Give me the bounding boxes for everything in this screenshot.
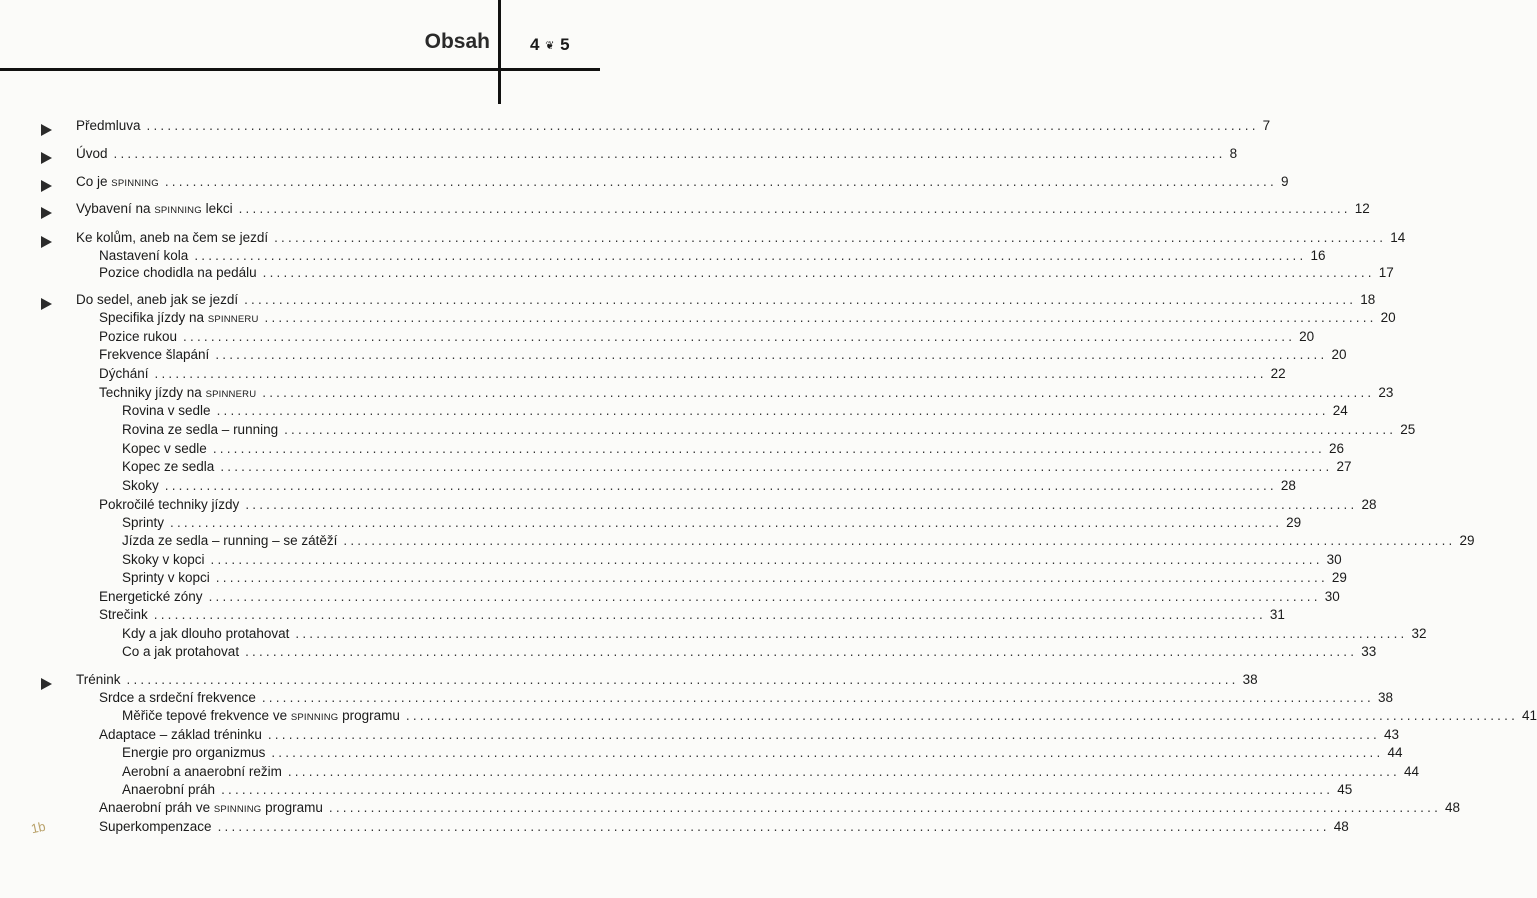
- toc-leader-dots: ................................................................................................................................................................: [183, 329, 1296, 344]
- toc-entry-title: Superkompenzace: [99, 819, 212, 834]
- toc-entry-title: Skoky v kopci: [122, 552, 205, 567]
- toc-entry-title: Sprinty: [122, 515, 165, 530]
- toc-entry-title: Ke kolům, aneb na čem se jezdí: [76, 230, 269, 245]
- toc-page-number: 41: [1522, 708, 1537, 723]
- toc-sub-entry: [122, 401, 1348, 421]
- toc-chapter-entry: [76, 290, 1376, 310]
- toc-entry-title: Měřiče tepové frekvence ve SPINNING programu: [122, 708, 400, 723]
- toc-page-number: 48: [1333, 819, 1349, 834]
- toc-sub-entry: [99, 345, 1347, 365]
- toc-leader-dots: ................................................................................................................................................................: [245, 644, 1358, 659]
- toc-chapter-entry: [76, 116, 1271, 136]
- toc-leader-dots: ................................................................................................................................................................: [264, 310, 1377, 325]
- toc-entry-title: Adaptace – základ tréninku: [99, 727, 262, 742]
- toc-leader-dots: ................................................................................................................................................................: [146, 118, 1259, 133]
- toc-sub-entry: [99, 725, 1400, 745]
- chapter-bullet-icon: [41, 207, 52, 219]
- toc-leader-dots: ................................................................................................................................................................: [170, 515, 1283, 530]
- toc-leader-dots: ................................................................................................................................................................: [274, 230, 1387, 245]
- toc-leader-dots: ................................................................................................................................................................: [328, 800, 1442, 815]
- chapter-bullet-icon: [41, 124, 52, 136]
- toc-entry-title: Techniky jízdy na SPINNERU: [99, 385, 257, 400]
- toc-page-number: 9: [1280, 174, 1289, 189]
- toc-leader-dots: ................................................................................................................................................................: [295, 626, 1408, 641]
- toc-sub-entry: [99, 688, 1393, 708]
- toc-sub-entry: [99, 308, 1396, 328]
- toc-leader-dots: ................................................................................................................................................................: [113, 146, 1226, 161]
- toc-page-number: 30: [1326, 552, 1342, 567]
- header-rule: [0, 68, 600, 71]
- toc-entry-title: Kdy a jak dlouho protahovat: [122, 626, 290, 641]
- toc-entry-title: Sprinty v kopci: [122, 570, 210, 585]
- toc-leader-dots: ................................................................................................................................................................: [287, 764, 1400, 779]
- page-number-right: 5: [560, 35, 570, 54]
- toc-sub-entry: [122, 624, 1427, 644]
- toc-sub-entry: [122, 743, 1403, 763]
- toc-leader-dots: ................................................................................................................................................................: [215, 347, 1328, 362]
- toc-leader-dots: ................................................................................................................................................................: [164, 174, 1277, 189]
- toc-page-number: 48: [1445, 800, 1461, 815]
- toc-page-number: 33: [1361, 644, 1377, 659]
- toc-sub-entry: [99, 587, 1340, 607]
- toc-leader-dots: ................................................................................................................................................................: [262, 385, 1375, 400]
- toc-entry-title: Aerobní a anaerobní režim: [122, 764, 282, 779]
- toc-leader-dots: ................................................................................................................................................................: [208, 589, 1321, 604]
- toc-page-number: 43: [1383, 727, 1400, 742]
- toc-entry-title: Jízda ze sedla – running – se zátěží: [122, 533, 338, 548]
- toc-sub-entry: [99, 605, 1285, 625]
- toc-entry-title: Dýchání: [99, 366, 149, 381]
- toc-leader-dots: ................................................................................................................................................................: [262, 265, 1375, 280]
- toc-entry-title: Energie pro organizmus: [122, 745, 266, 760]
- toc-entry-title: Pozice chodidla na pedálu: [99, 265, 257, 280]
- toc-sub-entry: [99, 495, 1377, 515]
- toc-page-number: 14: [1390, 230, 1406, 245]
- toc-entry-title: Skoky: [122, 478, 159, 493]
- toc-sub-entry: [122, 457, 1352, 477]
- page-title: Obsah: [424, 30, 490, 53]
- toc-sub-entry: [122, 531, 1475, 551]
- toc-entry-title: Frekvence šlapání: [99, 347, 210, 362]
- toc-leader-dots: ................................................................................................................................................................: [217, 819, 1330, 834]
- header-divider: [498, 0, 501, 104]
- toc-page-number: 28: [1280, 478, 1296, 493]
- toc-entry-title: Nastavení kola: [99, 248, 189, 263]
- toc-entry-title: Předmluva: [76, 118, 141, 133]
- toc-entry-title: Anaerobní práh ve SPINNING programu: [99, 800, 323, 815]
- toc-leader-dots: ................................................................................................................................................................: [405, 708, 1519, 723]
- chapter-bullet-icon: [41, 298, 52, 310]
- toc-leader-dots: ................................................................................................................................................................: [154, 366, 1267, 381]
- toc-sub-entry: [122, 642, 1377, 662]
- toc-page-number: 12: [1354, 201, 1370, 216]
- toc-entry-title: Do sedel, aneb jak se jezdí: [76, 292, 239, 307]
- toc-page-number: 7: [1262, 118, 1271, 133]
- toc-chapter-entry: [76, 144, 1238, 164]
- toc-entry-title: Pokročilé techniky jízdy: [99, 497, 240, 512]
- toc-sub-entry: [99, 263, 1394, 283]
- toc-page-number: 27: [1336, 459, 1352, 474]
- toc-sub-entry: [122, 568, 1347, 588]
- toc-page-number: 23: [1378, 385, 1394, 400]
- toc-sub-entry: [99, 364, 1286, 384]
- toc-entry-title: Rovina ze sedla – running: [122, 422, 279, 437]
- toc-leader-dots: ................................................................................................................................................................: [244, 292, 1357, 307]
- toc-page-number: 8: [1229, 146, 1238, 161]
- toc-chapter-entry: [76, 670, 1258, 690]
- toc-sub-entry: [122, 439, 1344, 459]
- toc-leader-dots: ................................................................................................................................................................: [343, 533, 1456, 548]
- toc-entry-title: Pozice rukou: [99, 329, 178, 344]
- chapter-bullet-icon: [41, 152, 52, 164]
- toc-leader-dots: ................................................................................................................................................................: [210, 552, 1323, 567]
- toc-sub-entry: [122, 476, 1296, 496]
- toc-entry-title: Vybavení na SPINNING lekci: [76, 201, 233, 216]
- toc-sub-entry: [122, 762, 1420, 782]
- toc-leader-dots: ................................................................................................................................................................: [220, 459, 1333, 474]
- toc-sub-entry: [122, 420, 1416, 440]
- toc-page-number: 45: [1337, 782, 1353, 797]
- toc-leader-dots: ................................................................................................................................................................: [126, 672, 1239, 687]
- toc-sub-entry: [99, 817, 1349, 837]
- toc-entry-title: Kopec v sedle: [122, 441, 207, 456]
- toc-sub-entry: [122, 550, 1342, 570]
- toc-page-number: 28: [1361, 497, 1377, 512]
- toc-entry-title: Kopec ze sedla: [122, 459, 215, 474]
- toc-page-number: 44: [1387, 745, 1403, 760]
- chapter-bullet-icon: [41, 180, 52, 192]
- page-numbers: [530, 35, 570, 55]
- chapter-bullet-icon: [41, 678, 52, 690]
- toc-entry-title: Srdce a srdeční frekvence: [99, 690, 256, 705]
- toc-page-number: 20: [1380, 310, 1396, 325]
- toc-leader-dots: ................................................................................................................................................................: [267, 727, 1380, 742]
- toc-sub-entry: [122, 513, 1302, 533]
- toc-leader-dots: ................................................................................................................................................................: [164, 478, 1277, 493]
- toc-page-number: 20: [1299, 329, 1315, 344]
- toc-chapter-entry: [76, 199, 1370, 219]
- toc-entry-title: Anaerobní práh: [122, 782, 216, 797]
- toc-leader-dots: ................................................................................................................................................................: [245, 497, 1358, 512]
- toc-leader-dots: ................................................................................................................................................................: [284, 422, 1397, 437]
- toc-entry-title: Co a jak protahovat: [122, 644, 240, 659]
- toc-sub-entry: [122, 780, 1353, 800]
- toc-page-number: 30: [1324, 589, 1340, 604]
- toc-leader-dots: ................................................................................................................................................................: [215, 570, 1328, 585]
- toc-sub-entry: [122, 706, 1537, 726]
- toc-page-number: 17: [1378, 265, 1394, 280]
- chapter-bullet-icon: [41, 236, 52, 248]
- toc-page-number: 29: [1331, 570, 1347, 585]
- toc-entry-title: Úvod: [76, 146, 108, 161]
- toc-page-number: 18: [1360, 292, 1376, 307]
- toc-page-number: 29: [1459, 533, 1475, 548]
- ornament-icon: ❦: [545, 40, 555, 52]
- toc-leader-dots: ................................................................................................................................................................: [212, 441, 1325, 456]
- toc-page-number: 22: [1270, 366, 1286, 381]
- toc-leader-dots: ................................................................................................................................................................: [216, 403, 1329, 418]
- toc-entry-title: Strečink: [99, 607, 148, 622]
- toc-page-number: 24: [1332, 403, 1348, 418]
- toc-page-number: 25: [1400, 422, 1416, 437]
- toc-leader-dots: ................................................................................................................................................................: [194, 248, 1307, 263]
- toc-sub-entry: [99, 798, 1461, 818]
- toc-page-number: 38: [1377, 690, 1393, 705]
- toc-page-number: 32: [1411, 626, 1427, 641]
- toc-sub-entry: [99, 383, 1394, 403]
- toc-page-number: 44: [1403, 764, 1420, 779]
- toc-entry-title: Specifika jízdy na SPINNERU: [99, 310, 259, 325]
- toc-page-number: 26: [1328, 441, 1344, 456]
- toc-page-number: 31: [1269, 607, 1285, 622]
- toc-sub-entry: [99, 327, 1315, 347]
- toc-entry-title: Energetické zóny: [99, 589, 203, 604]
- toc-page-number: 29: [1286, 515, 1302, 530]
- toc-leader-dots: ................................................................................................................................................................: [153, 607, 1266, 622]
- toc-page-number: 20: [1331, 347, 1347, 362]
- toc-page-number: 16: [1310, 248, 1326, 263]
- toc-leader-dots: ................................................................................................................................................................: [271, 745, 1384, 760]
- toc-chapter-entry: [76, 172, 1289, 192]
- margin-note: 1b: [29, 818, 47, 837]
- toc-page-number: 38: [1242, 672, 1258, 687]
- toc-leader-dots: ................................................................................................................................................................: [261, 690, 1374, 705]
- toc-leader-dots: ................................................................................................................................................................: [238, 201, 1351, 216]
- toc-entry-title: Trénink: [76, 672, 121, 687]
- page-number-left: 4: [530, 35, 540, 54]
- toc-entry-title: Co je SPINNING: [76, 174, 159, 189]
- toc-entry-title: Rovina v sedle: [122, 403, 211, 418]
- toc-leader-dots: ................................................................................................................................................................: [221, 782, 1334, 797]
- toc-chapter-entry: [76, 228, 1406, 248]
